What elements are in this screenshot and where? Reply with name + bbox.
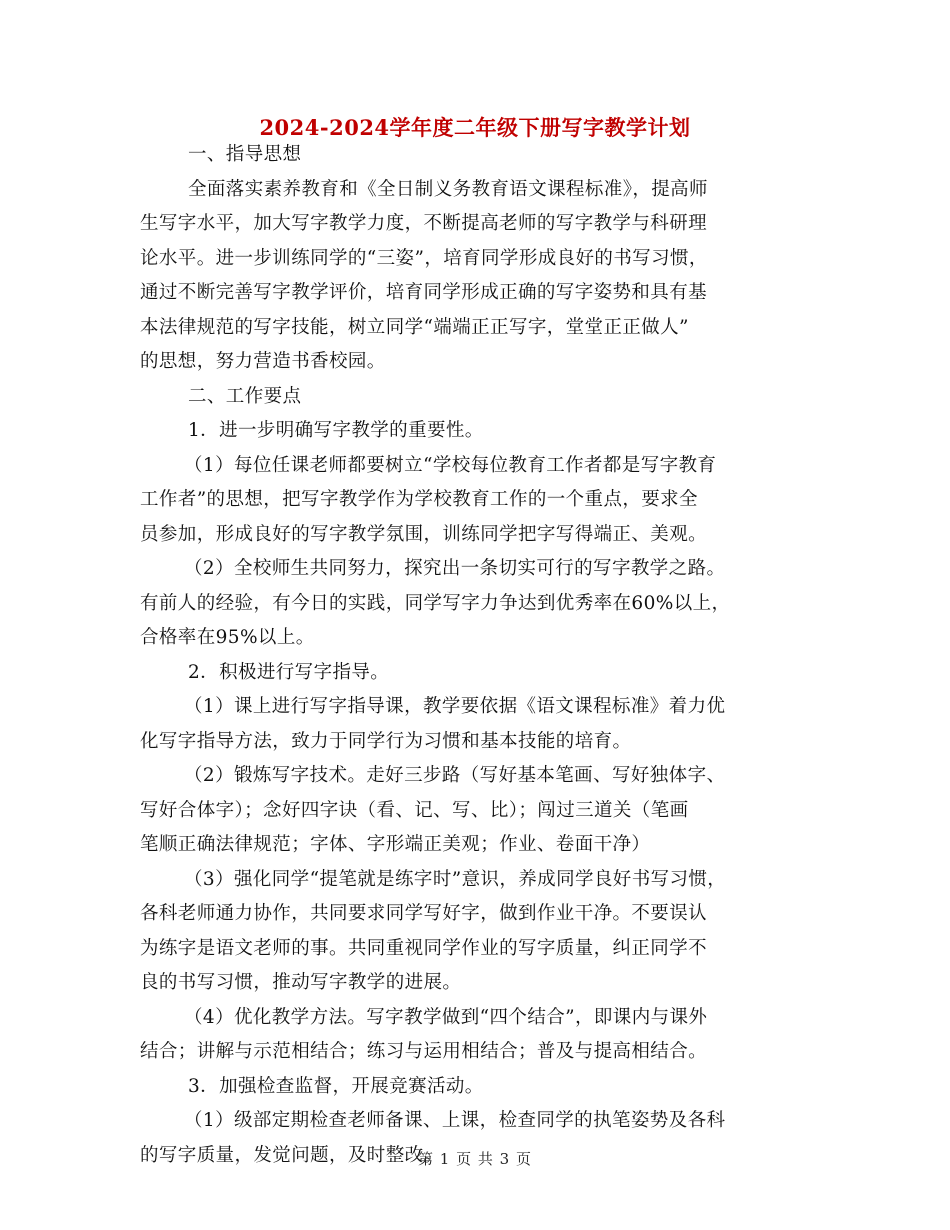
paragraph-line: 合格率在95%以上。 <box>140 627 315 648</box>
paragraph-line: 员参加，形成良好的写字教学氛围，训练同学把字写得端正、美观。 <box>140 523 708 545</box>
paragraph-line: 全面落实素养教育和《全日制义务教育语文课程标准》，提高师 <box>188 178 708 200</box>
paragraph-line: 通过不断完善写字教学评价，培育同学形成正确的写字姿势和具有基 <box>140 282 708 303</box>
section-heading-work-points: 二、工作要点 <box>188 385 302 407</box>
document-body <box>140 138 815 1173</box>
document-title: 2024-2024学年度二年级下册写字教学计划 <box>259 115 691 140</box>
paragraph-line: 有前人的经验，有今日的实践，同学写字力争达到优秀率在60%以上， <box>140 592 731 614</box>
paragraph-line: （2）全校师生共同努力，探究出一条切实可行的写字教学之路。 <box>184 558 726 579</box>
paragraph-line: （4）优化教学方法。写字教学做到“四个结合”，即课内与课外 <box>184 1006 708 1028</box>
paragraph-line: 各科老师通力协作，共同要求同学写好字，做到作业干净。不要误认 <box>140 903 708 924</box>
paragraph-line: （1）级部定期检查老师备课、上课，检查同学的执笔姿势及各科 <box>184 1110 726 1131</box>
paragraph-line: （3）强化同学“提笔就是练字时”意识，养成同学良好书写习惯， <box>184 868 727 890</box>
paragraph-line: 结合；讲解与示范相结合；练习与运用相结合；普及与提高相结合。 <box>140 1041 708 1062</box>
paragraph-line: （1）每位任课老师都要树立“学校每位教育工作者都是写字教育 <box>184 454 717 476</box>
paragraph-line: 笔顺正确法律规范；字体、字形端正美观；作业、卷面干净） <box>140 834 651 855</box>
paragraph-line: 工作者”的思想，把写字教学作为学校教育工作的一个重点，要求全 <box>140 489 698 510</box>
paragraph-line: 本法律规范的写字技能，树立同学“端端正正写字，堂堂正正做人” <box>140 316 689 338</box>
page-footer: 第 1 页 共 3 页 <box>418 1150 532 1168</box>
subheading-line: 1．进一步明确写字教学的重要性。 <box>188 420 484 441</box>
paragraph-line: （1）课上进行写字指导课，教学要依据《语文课程标准》着力优 <box>184 696 726 717</box>
paragraph-line: 写好合体字）；念好四字诀（看、记、写、比）；闯过三道关（笔画 <box>140 799 689 821</box>
section-heading-guiding-thought: 一、指导思想 <box>188 144 302 165</box>
subheading-line: 2．积极进行写字指导。 <box>188 661 390 683</box>
paragraph-line: 的思想，努力营造书香校园。 <box>140 351 386 372</box>
subheading-line: 3．加强检查监督，开展竞赛活动。 <box>188 1075 484 1097</box>
paragraph-line: 的写字质量，发觉问题，及时整改。 <box>140 1144 443 1166</box>
paragraph-line: 为练字是语文老师的事。共同重视同学作业的写字质量，纠正同学不 <box>140 937 708 959</box>
paragraph-line: （2）锻炼写字技术。走好三步路（写好基本笔画、写好独体字、 <box>184 765 726 786</box>
paragraph-line: 生写字水平，加大写字教学力度，不断提高老师的写字教学与科研理 <box>140 213 708 234</box>
paragraph-line: 化写字指导方法，致力于同学行为习惯和基本技能的培育。 <box>140 730 632 752</box>
paragraph-line: 良的书写习惯，推动写字教学的进展。 <box>140 972 462 993</box>
paragraph-line: 论水平。进一步训练同学的“三姿”，培育同学形成良好的书写习惯， <box>140 247 708 269</box>
